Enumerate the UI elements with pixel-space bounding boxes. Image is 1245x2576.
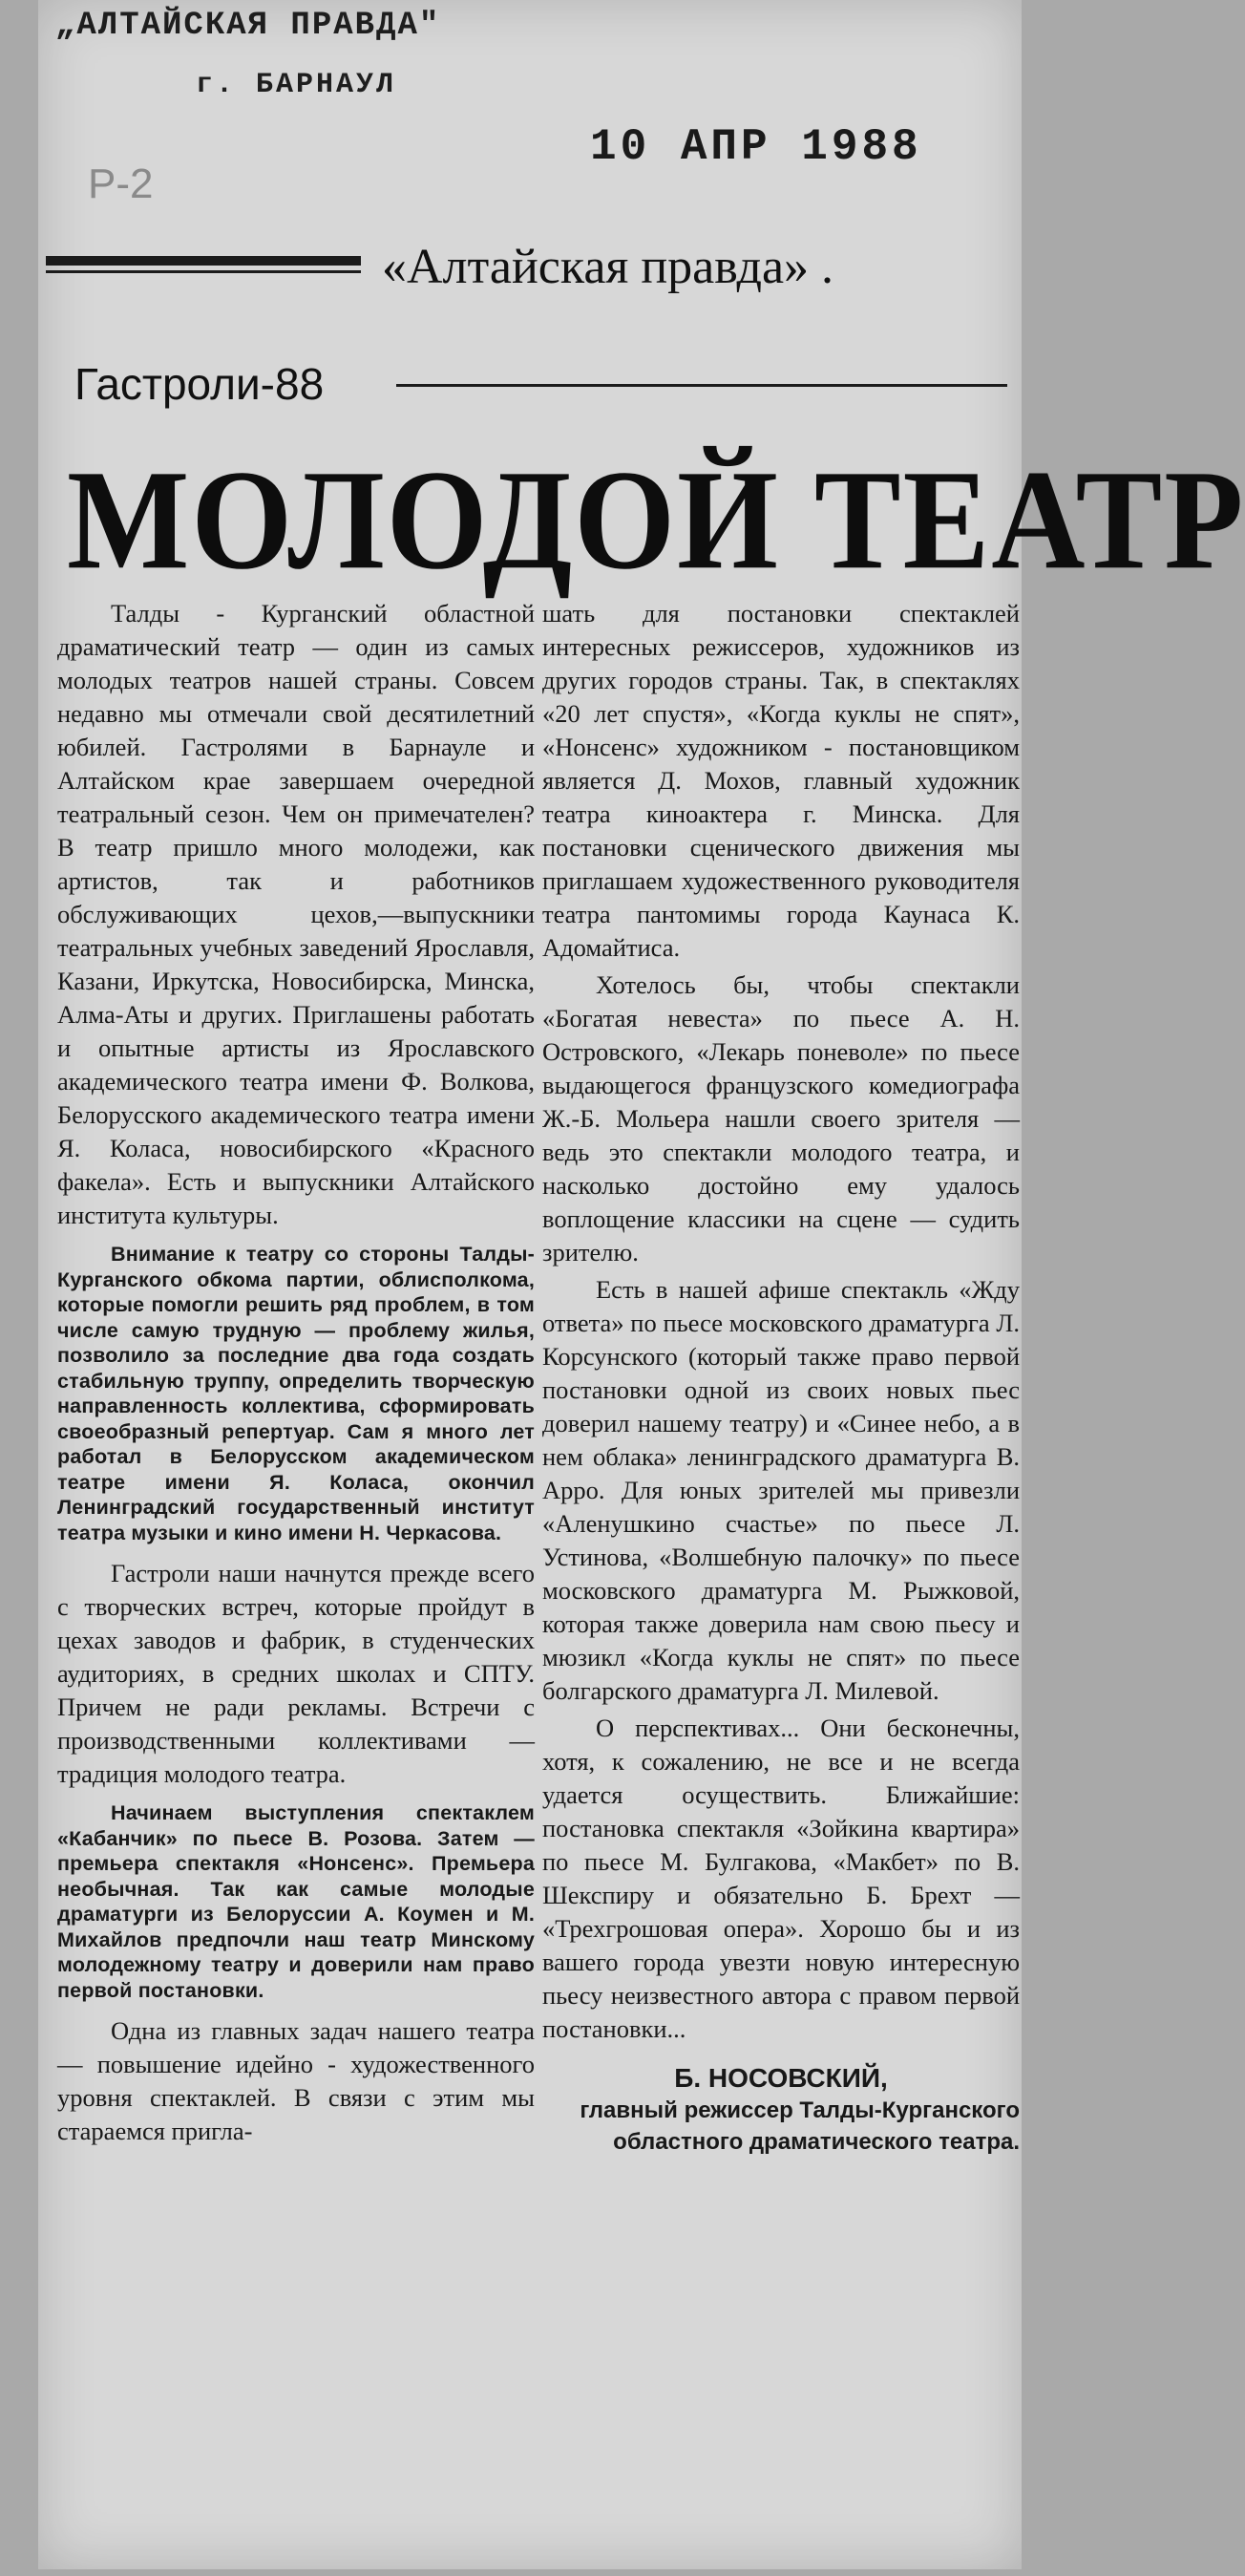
paragraph: шать для постановки спектаклей интересных режиссеров, художников из других городов страны. Так, в спектаклях «20 лет спустя», «Когда куклы не спят», «Нонсенс» художником - постановщиком является Д. Мохов, главный художник театра киноактера г. Минска. Для постановки сценического движения мы приглашаем художественного руководителя театра пантомимы города Каунаса К. Адомайтиса. [542,599,1020,962]
article-column-right [542,597,1020,2158]
masthead-stamp-title: „АЛТАЙСКАЯ ПРАВДА" [55,8,441,44]
newspaper-name: «Алтайская правда» . [382,240,834,294]
paragraph-bold: Внимание к театру со стороны Талды-Курганского обкома партии, облисполкома, которые помогли решить ряд проблем, в том числе самую трудную — проблему жилья, позволило за последние два года создать стабильную труппу, определить творческую направленность коллектива, сформировать своеобразный репертуар. Сам я много лет работал в Белорусском академическом театре имени Я. Коласа, окончил Ленинградский государственный институт театра музыки и кино имени Н. Черкасова. [57,1243,535,1544]
paragraph: Гастроли наши начнутся прежде всего с творческих встреч, которые пройдут в цехах заводов и фабрик, в студенческих аудиториях, в средних школах и СПТУ. Причем не ради рекламы. Встречи с производственными коллективами — традиция молодого театра. [57,1559,535,1788]
article-headline: МОЛОДОЙ ТЕАТР [67,441,1245,600]
rubric-rule [396,384,1007,387]
masthead-rule-thin [46,270,361,273]
paragraph-bold: Начинаем выступления спектаклем «Кабанчик» по пьесе В. Розова. Затем — премьера спектакля «Нонсенс». Премьера необычная. Так как самые молодые драматурги из Белоруссии А. Коумен и М. Михайлов предпочли наш театр Минскому молодежному театру и доверили нам право первой постановки. [57,1801,535,2002]
date-stamp: 10 АПР 1988 [590,122,922,172]
author-title: главный режиссер Талды-Курганского областного драматического театра. [580,2097,1020,2155]
rubric-label: Гастроли-88 [74,359,325,409]
author-name: Б. НОСОВСКИЙ, [674,2063,888,2093]
masthead-stamp-city: г. БАРНАУЛ [196,69,397,101]
paragraph: Хотелось бы, чтобы спектакли «Богатая невеста» по пьесе А. Н. Островского, «Лекарь поневоле» по пьесе выдающегося французского комедиографа Ж.-Б. Мольера нашли своего зрителя — ведь это спектакли молодого театра, и насколько достойно ему удалось воплощение классики на сцене — судить зрителю. [542,970,1020,1267]
paragraph: Талды - Курганский областной драматический театр — один из самых молодых театров нашей страны. Совсем недавно мы отмечали свой десятилетний юбилей. Гастролями в Барнауле и Алтайском крае завершаем очередной театральный сезон. Чем он примечателен? В театр пришло много молодежи, как артистов, так и работников обслуживающих цехов,—выпускники театральных учебных заведений Ярославля, Казани, Иркутска, Новосибирска, Минска, Алма-Аты и других. Приглашены работать и опытные артисты из Ярославского академического театра имени Ф. Волкова, Белорусского академического театра имени Я. Коласа, новосибирского «Красного факела». Есть и выпускники Алтайского института культуры. [57,599,535,1229]
paragraph: Есть в нашей афише спектакль «Жду ответа» по пьесе московского драматурга Л. Корсунского (который также право первой постановки одной из своих новых пьес доверил нашему театру) и «Синее небо, а в нем облака» ленинградского драматурга В. Арро. Для юных зрителей мы привезли «Аленушкино счастье» по пьесе Л. Устинова, «Волшебную палочку» по пьесе московского драматурга М. Рыжковой, которая также доверила нам свою пьесу и мюзикл «Когда куклы не спят» по пьесе болгарского драматурга Л. Милевой. [542,1275,1020,1705]
paragraph: Одна из главных задач нашего театра — повышение идейно - художественного уровня спектаклей. В связи с этим мы стараемся пригла- [57,2016,535,2145]
masthead-rule-thick [46,256,361,266]
pencil-note: Р-2 [88,160,154,207]
article-column-left [57,597,535,2148]
paragraph: О перспективах... Они бесконечны, хотя, к сожалению, не все и не всегда удается осуществить. Ближайшие: постановка спектакля «Зойкина квартира» по пьесе М. Булгакова, «Макбет» по В. Шекспиру и обязательно Б. Брехт — «Трехгрошовая опера». Хорошо бы и из вашего города увезти новую интересную пьесу неизвестного автора с правом первой постановки... [542,1714,1020,2043]
